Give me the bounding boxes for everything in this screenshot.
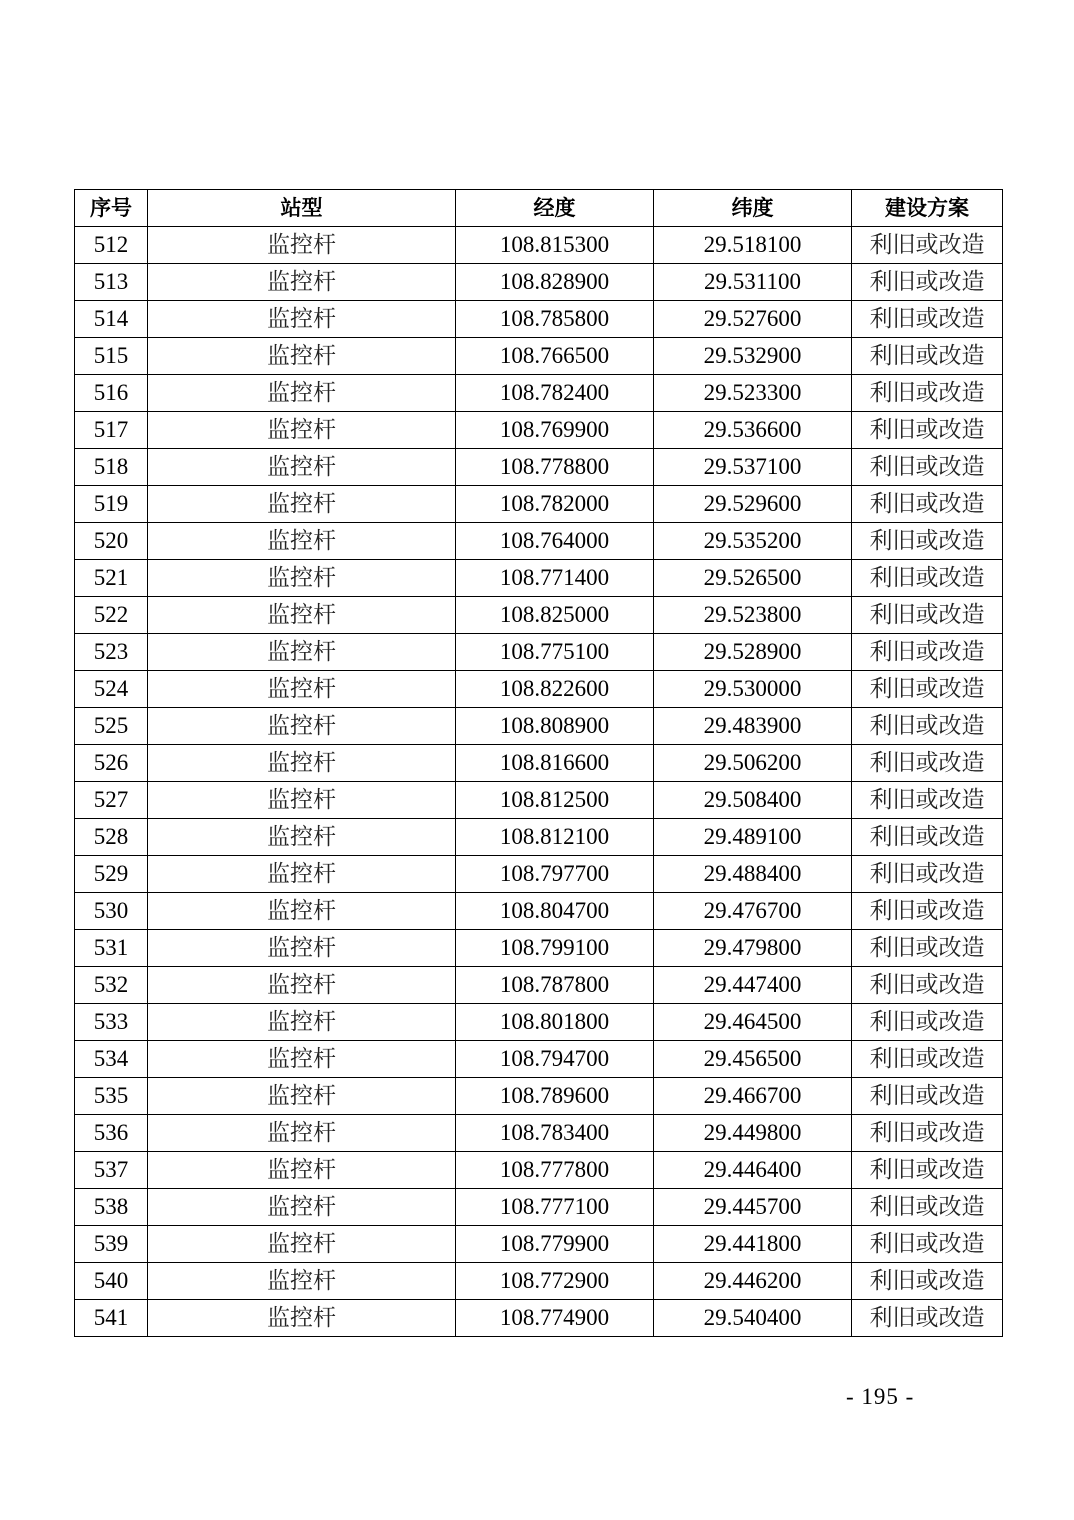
cell-longitude: 108.777800	[456, 1152, 654, 1189]
cell-no: 540	[75, 1263, 148, 1300]
cell-plan: 利旧或改造	[852, 412, 1003, 449]
cell-type: 监控杆	[148, 1152, 456, 1189]
cell-plan: 利旧或改造	[852, 782, 1003, 819]
header-row	[75, 190, 1003, 227]
cell-type: 监控杆	[148, 560, 456, 597]
cell-no: 528	[75, 819, 148, 856]
table-row	[75, 264, 1003, 301]
table-row	[75, 819, 1003, 856]
cell-plan: 利旧或改造	[852, 1189, 1003, 1226]
cell-longitude: 108.782400	[456, 375, 654, 412]
cell-no: 516	[75, 375, 148, 412]
cell-latitude: 29.531100	[654, 264, 852, 301]
cell-plan: 利旧或改造	[852, 560, 1003, 597]
cell-latitude: 29.506200	[654, 745, 852, 782]
site-table	[74, 189, 1003, 1337]
cell-latitude: 29.483900	[654, 708, 852, 745]
cell-latitude: 29.445700	[654, 1189, 852, 1226]
cell-no: 541	[75, 1300, 148, 1337]
cell-type: 监控杆	[148, 782, 456, 819]
table-row	[75, 1300, 1003, 1337]
cell-plan: 利旧或改造	[852, 893, 1003, 930]
table-row	[75, 412, 1003, 449]
table-row	[75, 1189, 1003, 1226]
table-row	[75, 227, 1003, 264]
cell-plan: 利旧或改造	[852, 856, 1003, 893]
cell-type: 监控杆	[148, 819, 456, 856]
cell-latitude: 29.530000	[654, 671, 852, 708]
cell-no: 537	[75, 1152, 148, 1189]
table-row	[75, 301, 1003, 338]
table-row	[75, 1041, 1003, 1078]
table-row	[75, 893, 1003, 930]
cell-type: 监控杆	[148, 338, 456, 375]
table-row	[75, 1078, 1003, 1115]
table-row	[75, 1226, 1003, 1263]
cell-latitude: 29.532900	[654, 338, 852, 375]
table-row	[75, 523, 1003, 560]
cell-type: 监控杆	[148, 1041, 456, 1078]
cell-plan: 利旧或改造	[852, 745, 1003, 782]
cell-no: 522	[75, 597, 148, 634]
cell-plan: 利旧或改造	[852, 449, 1003, 486]
cell-plan: 利旧或改造	[852, 1300, 1003, 1337]
cell-plan: 利旧或改造	[852, 1263, 1003, 1300]
cell-type: 监控杆	[148, 1115, 456, 1152]
cell-longitude: 108.799100	[456, 930, 654, 967]
table-header	[75, 190, 1003, 227]
cell-longitude: 108.772900	[456, 1263, 654, 1300]
cell-longitude: 108.774900	[456, 1300, 654, 1337]
cell-no: 539	[75, 1226, 148, 1263]
table-row	[75, 449, 1003, 486]
cell-no: 518	[75, 449, 148, 486]
cell-type: 监控杆	[148, 856, 456, 893]
cell-longitude: 108.812500	[456, 782, 654, 819]
cell-plan: 利旧或改造	[852, 486, 1003, 523]
header-latitude: 纬度	[654, 190, 852, 227]
cell-plan: 利旧或改造	[852, 967, 1003, 1004]
cell-longitude: 108.766500	[456, 338, 654, 375]
header-type: 站型	[148, 190, 456, 227]
cell-plan: 利旧或改造	[852, 523, 1003, 560]
cell-plan: 利旧或改造	[852, 708, 1003, 745]
cell-longitude: 108.771400	[456, 560, 654, 597]
cell-latitude: 29.536600	[654, 412, 852, 449]
cell-type: 监控杆	[148, 227, 456, 264]
cell-no: 530	[75, 893, 148, 930]
cell-type: 监控杆	[148, 449, 456, 486]
cell-type: 监控杆	[148, 1263, 456, 1300]
cell-no: 517	[75, 412, 148, 449]
cell-latitude: 29.489100	[654, 819, 852, 856]
cell-longitude: 108.801800	[456, 1004, 654, 1041]
cell-no: 531	[75, 930, 148, 967]
cell-plan: 利旧或改造	[852, 1115, 1003, 1152]
cell-longitude: 108.816600	[456, 745, 654, 782]
cell-latitude: 29.476700	[654, 893, 852, 930]
cell-longitude: 108.812100	[456, 819, 654, 856]
cell-longitude: 108.828900	[456, 264, 654, 301]
cell-plan: 利旧或改造	[852, 634, 1003, 671]
cell-type: 监控杆	[148, 1300, 456, 1337]
cell-plan: 利旧或改造	[852, 671, 1003, 708]
cell-type: 监控杆	[148, 1004, 456, 1041]
table-row	[75, 486, 1003, 523]
cell-no: 529	[75, 856, 148, 893]
cell-longitude: 108.797700	[456, 856, 654, 893]
cell-latitude: 29.518100	[654, 227, 852, 264]
table-row	[75, 930, 1003, 967]
cell-plan: 利旧或改造	[852, 819, 1003, 856]
cell-type: 监控杆	[148, 301, 456, 338]
cell-type: 监控杆	[148, 486, 456, 523]
cell-type: 监控杆	[148, 1189, 456, 1226]
cell-type: 监控杆	[148, 412, 456, 449]
cell-longitude: 108.804700	[456, 893, 654, 930]
cell-no: 532	[75, 967, 148, 1004]
cell-longitude: 108.825000	[456, 597, 654, 634]
cell-longitude: 108.783400	[456, 1115, 654, 1152]
cell-latitude: 29.456500	[654, 1041, 852, 1078]
cell-type: 监控杆	[148, 1078, 456, 1115]
cell-latitude: 29.446400	[654, 1152, 852, 1189]
table-row	[75, 560, 1003, 597]
cell-latitude: 29.523800	[654, 597, 852, 634]
cell-plan: 利旧或改造	[852, 1152, 1003, 1189]
table-row	[75, 597, 1003, 634]
cell-longitude: 108.787800	[456, 967, 654, 1004]
cell-latitude: 29.466700	[654, 1078, 852, 1115]
cell-type: 监控杆	[148, 930, 456, 967]
cell-longitude: 108.779900	[456, 1226, 654, 1263]
cell-no: 526	[75, 745, 148, 782]
cell-no: 513	[75, 264, 148, 301]
table-row	[75, 1152, 1003, 1189]
cell-latitude: 29.527600	[654, 301, 852, 338]
table-row	[75, 1004, 1003, 1041]
cell-latitude: 29.488400	[654, 856, 852, 893]
header-plan: 建设方案	[852, 190, 1003, 227]
cell-no: 514	[75, 301, 148, 338]
cell-longitude: 108.769900	[456, 412, 654, 449]
cell-latitude: 29.464500	[654, 1004, 852, 1041]
table-row	[75, 782, 1003, 819]
cell-type: 监控杆	[148, 893, 456, 930]
cell-longitude: 108.764000	[456, 523, 654, 560]
cell-latitude: 29.449800	[654, 1115, 852, 1152]
cell-longitude: 108.782000	[456, 486, 654, 523]
cell-latitude: 29.523300	[654, 375, 852, 412]
table-row	[75, 856, 1003, 893]
table-row	[75, 745, 1003, 782]
header-no: 序号	[75, 190, 148, 227]
cell-no: 524	[75, 671, 148, 708]
table-row	[75, 1263, 1003, 1300]
cell-type: 监控杆	[148, 523, 456, 560]
cell-latitude: 29.540400	[654, 1300, 852, 1337]
cell-type: 监控杆	[148, 671, 456, 708]
cell-longitude: 108.778800	[456, 449, 654, 486]
cell-type: 监控杆	[148, 1226, 456, 1263]
cell-type: 监控杆	[148, 745, 456, 782]
cell-type: 监控杆	[148, 634, 456, 671]
table-body	[75, 227, 1003, 1337]
cell-plan: 利旧或改造	[852, 301, 1003, 338]
cell-plan: 利旧或改造	[852, 264, 1003, 301]
cell-type: 监控杆	[148, 264, 456, 301]
cell-latitude: 29.526500	[654, 560, 852, 597]
cell-plan: 利旧或改造	[852, 1226, 1003, 1263]
cell-no: 533	[75, 1004, 148, 1041]
table-row	[75, 338, 1003, 375]
header-longitude: 经度	[456, 190, 654, 227]
cell-longitude: 108.794700	[456, 1041, 654, 1078]
cell-type: 监控杆	[148, 967, 456, 1004]
cell-latitude: 29.441800	[654, 1226, 852, 1263]
cell-latitude: 29.508400	[654, 782, 852, 819]
cell-no: 527	[75, 782, 148, 819]
cell-no: 536	[75, 1115, 148, 1152]
cell-no: 523	[75, 634, 148, 671]
cell-no: 515	[75, 338, 148, 375]
cell-plan: 利旧或改造	[852, 338, 1003, 375]
table-row	[75, 634, 1003, 671]
cell-plan: 利旧或改造	[852, 227, 1003, 264]
cell-plan: 利旧或改造	[852, 1004, 1003, 1041]
cell-longitude: 108.789600	[456, 1078, 654, 1115]
cell-no: 538	[75, 1189, 148, 1226]
cell-latitude: 29.528900	[654, 634, 852, 671]
page-number: - 195 -	[846, 1384, 915, 1409]
cell-type: 监控杆	[148, 597, 456, 634]
table-row	[75, 1115, 1003, 1152]
cell-longitude: 108.777100	[456, 1189, 654, 1226]
cell-longitude: 108.808900	[456, 708, 654, 745]
cell-longitude: 108.822600	[456, 671, 654, 708]
cell-type: 监控杆	[148, 708, 456, 745]
table-row	[75, 967, 1003, 1004]
cell-no: 519	[75, 486, 148, 523]
cell-no: 535	[75, 1078, 148, 1115]
cell-longitude: 108.815300	[456, 227, 654, 264]
cell-longitude: 108.775100	[456, 634, 654, 671]
cell-latitude: 29.529600	[654, 486, 852, 523]
table-row	[75, 708, 1003, 745]
cell-latitude: 29.535200	[654, 523, 852, 560]
cell-plan: 利旧或改造	[852, 597, 1003, 634]
cell-no: 534	[75, 1041, 148, 1078]
cell-plan: 利旧或改造	[852, 930, 1003, 967]
cell-no: 525	[75, 708, 148, 745]
cell-latitude: 29.537100	[654, 449, 852, 486]
cell-type: 监控杆	[148, 375, 456, 412]
cell-latitude: 29.446200	[654, 1263, 852, 1300]
table-row	[75, 375, 1003, 412]
table-row	[75, 671, 1003, 708]
cell-no: 520	[75, 523, 148, 560]
cell-latitude: 29.479800	[654, 930, 852, 967]
cell-plan: 利旧或改造	[852, 1041, 1003, 1078]
cell-plan: 利旧或改造	[852, 375, 1003, 412]
cell-longitude: 108.785800	[456, 301, 654, 338]
cell-plan: 利旧或改造	[852, 1078, 1003, 1115]
cell-no: 521	[75, 560, 148, 597]
cell-no: 512	[75, 227, 148, 264]
cell-latitude: 29.447400	[654, 967, 852, 1004]
